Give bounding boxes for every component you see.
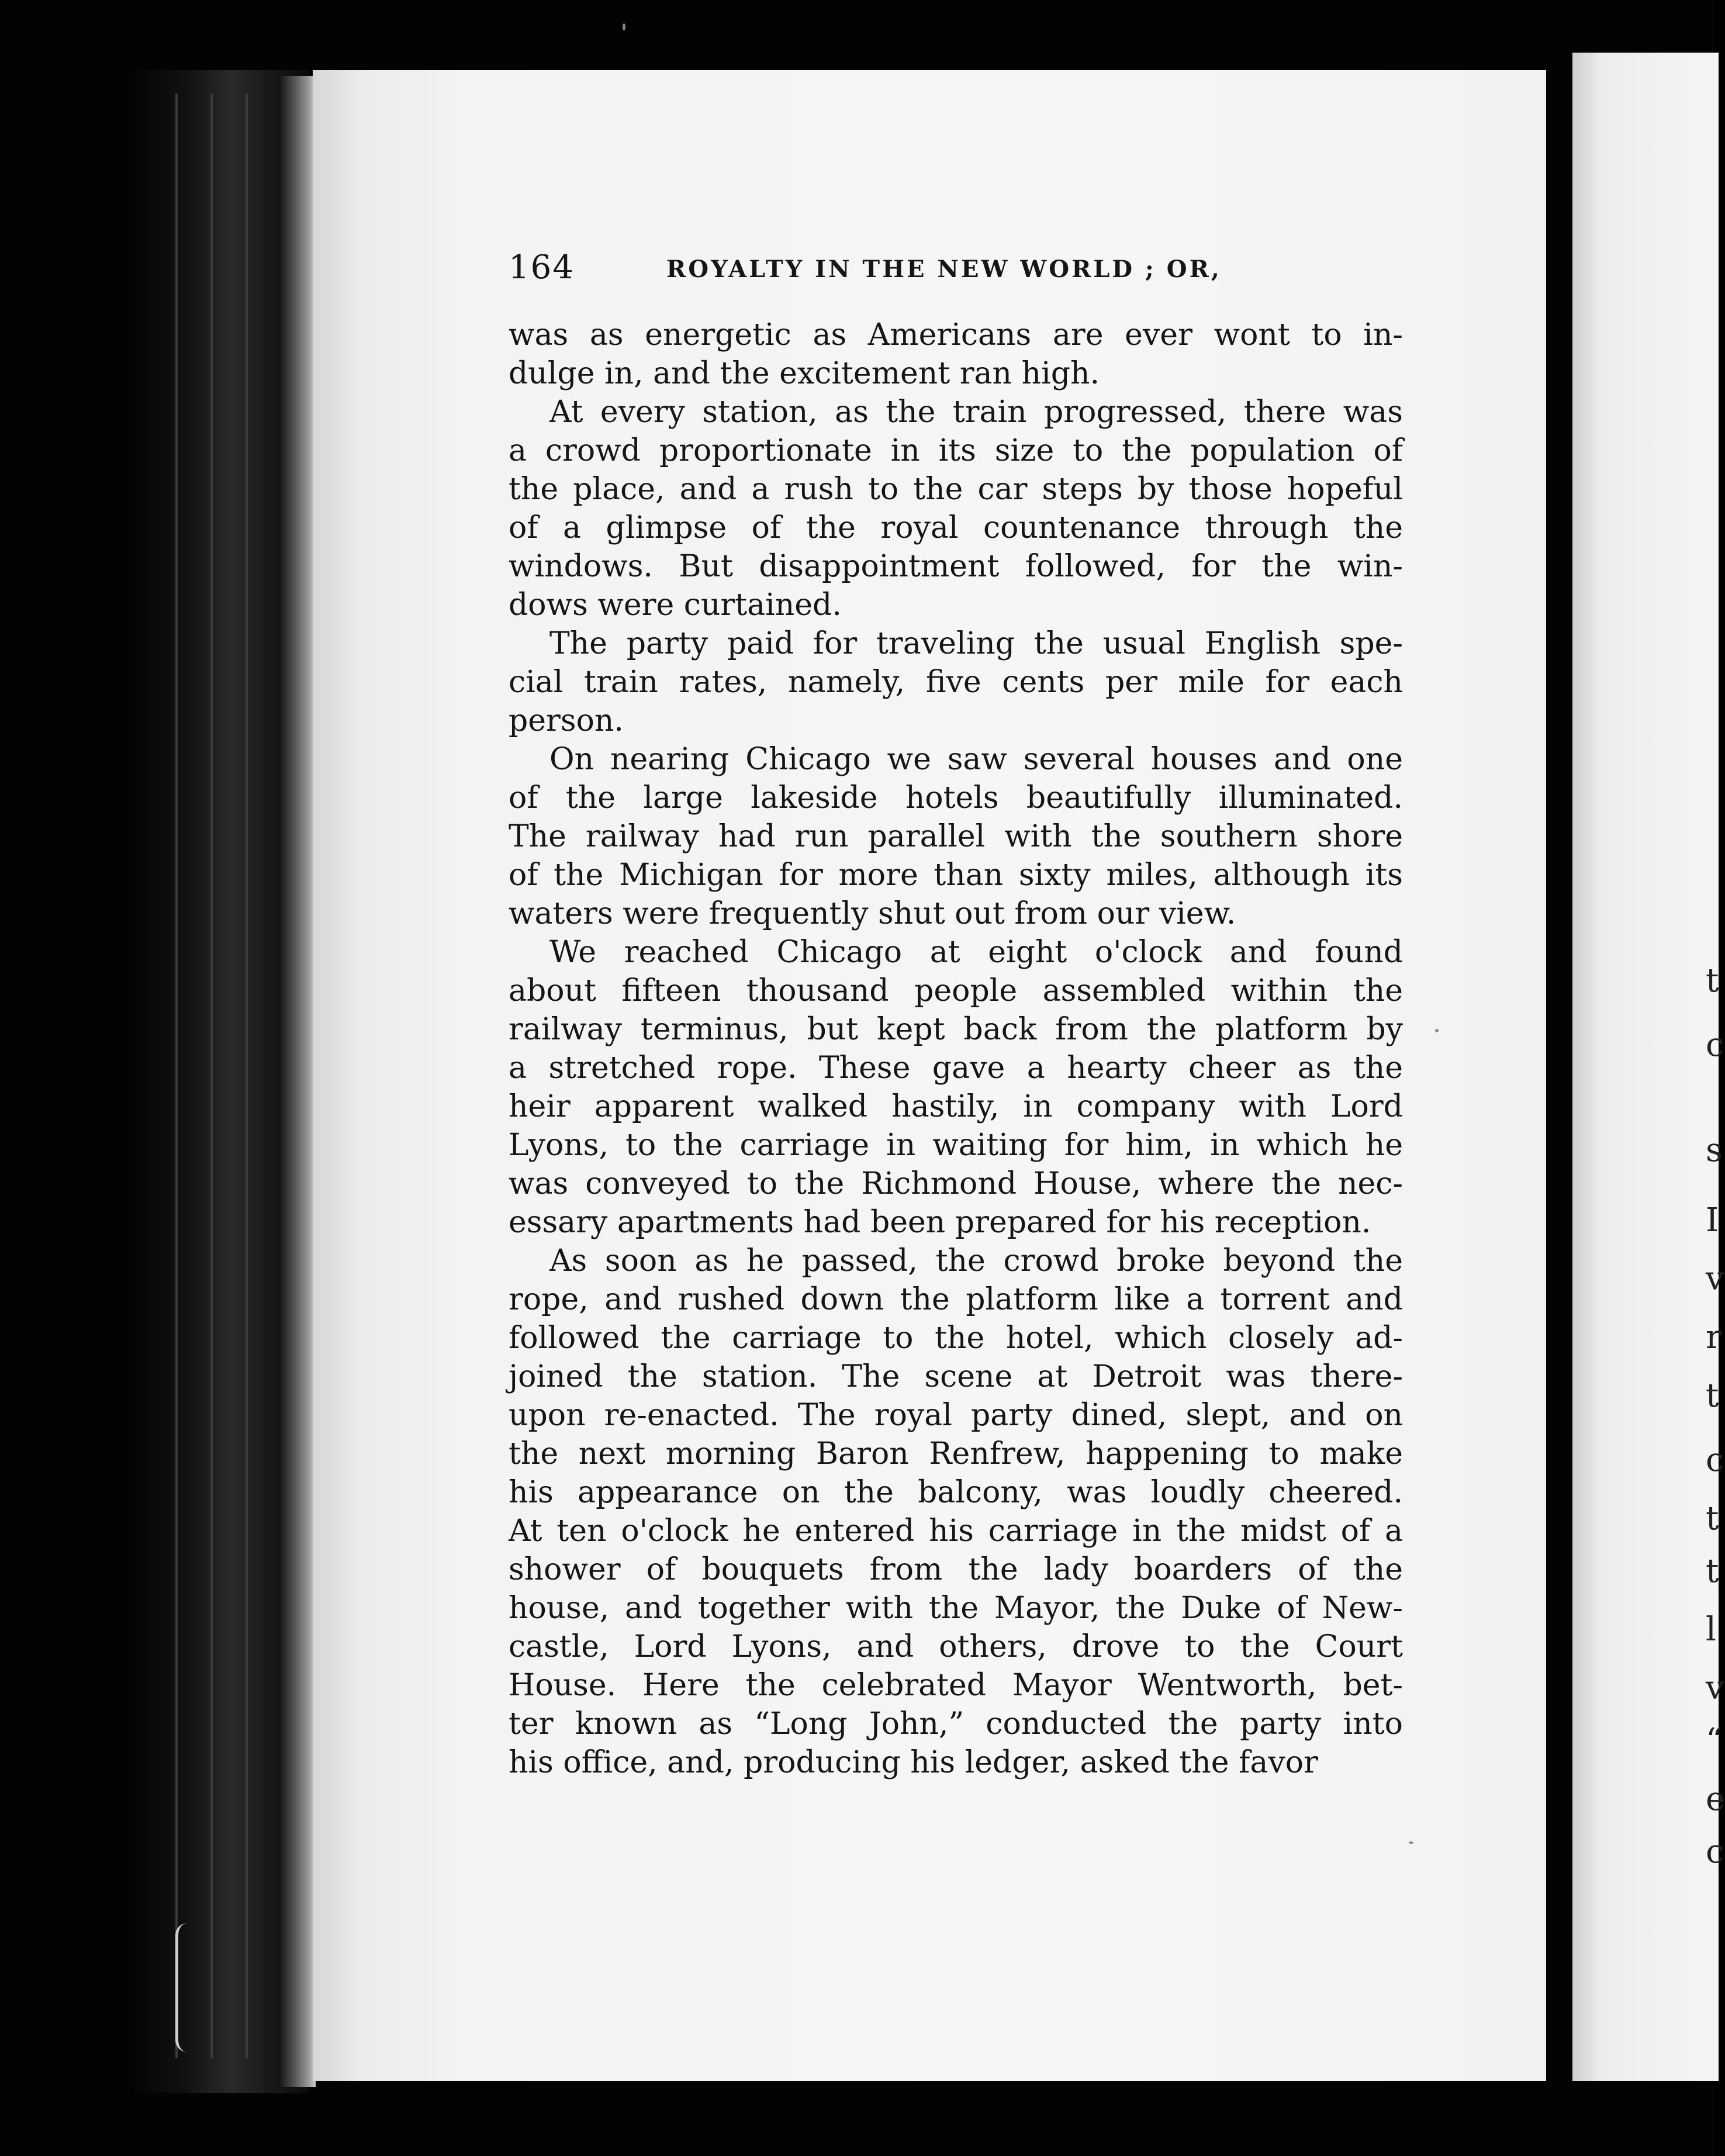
next-page-letter: “ [1706, 1722, 1723, 1760]
text-line: person. [509, 703, 624, 738]
next-page-letter: t [1706, 962, 1719, 1000]
page-header [509, 248, 1403, 295]
next-page-letter: t [1706, 1377, 1719, 1415]
scan-speck [1409, 1841, 1413, 1844]
next-page-text-fragments [1706, 0, 1725, 2156]
text-line: dows were curtained. [509, 588, 842, 623]
text-line: joined the station. The scene at Detroit was there- [509, 1359, 1403, 1394]
next-page-letter: I [1706, 1201, 1719, 1239]
text-line: a stretched rope. These gave a hearty cheer as the [509, 1051, 1403, 1086]
page-number: 164 [509, 248, 575, 286]
text-line: a crowd proportionate in its size to the population of [509, 433, 1403, 468]
text-line: the next morning Baron Renfrew, happening to make [509, 1436, 1403, 1471]
next-page-letter: e [1706, 1780, 1725, 1818]
text-line: rope, and rushed down the platform like a torrent and [509, 1282, 1403, 1317]
next-page-letter: c [1706, 1833, 1724, 1871]
spine-line [175, 94, 178, 2058]
text-line: ter known as “Long John,” conducted the party into [509, 1706, 1403, 1742]
body-text [509, 316, 1403, 1782]
text-line: At ten o'clock he entered his carriage in the midst of a [509, 1514, 1403, 1549]
paragraph [509, 393, 1403, 624]
text-line: followed the carriage to the hotel, which closely ad- [509, 1321, 1403, 1356]
scan-speck [1435, 1029, 1439, 1032]
next-page-letter: v [1706, 1669, 1724, 1707]
spine-line [246, 94, 248, 2058]
text-line: of the Michigan for more than sixty miles, although its [509, 858, 1403, 893]
next-page-letter: l [1706, 1611, 1716, 1649]
text-line: Lyons, to the carriage in waiting for him, in which he [509, 1128, 1403, 1163]
text-line: shower of bouquets from the lady boarders of the [509, 1552, 1403, 1587]
text-line: of a glimpse of the royal countenance through the [509, 510, 1403, 545]
binding-clip-mark [175, 1923, 196, 2052]
scan-speck [623, 23, 625, 30]
paragraph [509, 1242, 1403, 1782]
text-line: At every station, as the train progressed, there was [549, 395, 1403, 430]
spine-line [210, 94, 213, 2058]
text-line: was conveyed to the Richmond House, where the nec- [509, 1166, 1403, 1201]
text-line: his appearance on the balcony, was loudly cheered. [509, 1475, 1403, 1510]
text-line: castle, Lord Lyons, and others, drove to the Court [509, 1629, 1403, 1664]
next-page-letter: c [1706, 1026, 1724, 1064]
text-line: On nearing Chicago we saw several houses and one [549, 742, 1403, 777]
page-edge-shadow [281, 76, 316, 2087]
text-line: upon re-enacted. The royal party dined, slept, and on [509, 1398, 1403, 1433]
paragraph [509, 933, 1403, 1242]
text-line: about fifteen thousand people assembled within the [509, 973, 1403, 1008]
paragraph [509, 624, 1403, 740]
next-page-letter: r [1706, 1318, 1721, 1356]
next-page-letter: v [1706, 1260, 1724, 1298]
text-line: heir apparent walked hastily, in company with Lord [509, 1089, 1403, 1124]
text-line: his office, and, producing his ledger, asked the favor [509, 1745, 1318, 1780]
next-page-letter: t [1706, 1552, 1719, 1590]
next-page-letter: s [1706, 1131, 1723, 1169]
next-page-strip [1572, 53, 1719, 2081]
text-line: The party paid for traveling the usual English spe- [549, 626, 1403, 661]
text-line: cial train rates, namely, five cents per mile for each [509, 665, 1403, 700]
text-line: waters were frequently shut out from our view. [509, 896, 1236, 931]
text-line: was as energetic as Americans are ever wont to in- [509, 317, 1403, 353]
next-page-letter: t [1706, 1499, 1719, 1537]
text-line: House. Here the celebrated Mayor Wentworth, bet- [509, 1668, 1403, 1703]
text-line: windows. But disappointment followed, for the win- [509, 549, 1403, 584]
text-line: dulge in, and the excitement ran high. [509, 356, 1100, 391]
text-line: of the large lakeside hotels beautifully illuminated. [509, 780, 1403, 816]
next-page-letter: c [1706, 1441, 1724, 1479]
text-line: essary apartments had been prepared for his reception. [509, 1205, 1371, 1240]
text-line: As soon as he passed, the crowd broke beyond the [549, 1243, 1403, 1279]
paragraph [509, 316, 1403, 393]
text-line: The railway had run parallel with the southern shore [509, 819, 1403, 854]
text-line: house, and together with the Mayor, the Duke of New- [509, 1591, 1403, 1626]
text-line: railway terminus, but kept back from the platform by [509, 1012, 1403, 1047]
text-line: We reached Chicago at eight o'clock and found [549, 935, 1403, 970]
text-line: the place, and a rush to the car steps by those hopeful [509, 472, 1403, 507]
paragraph [509, 740, 1403, 933]
running-head: ROYALTY IN THE NEW WORLD ; OR, [666, 255, 1222, 283]
